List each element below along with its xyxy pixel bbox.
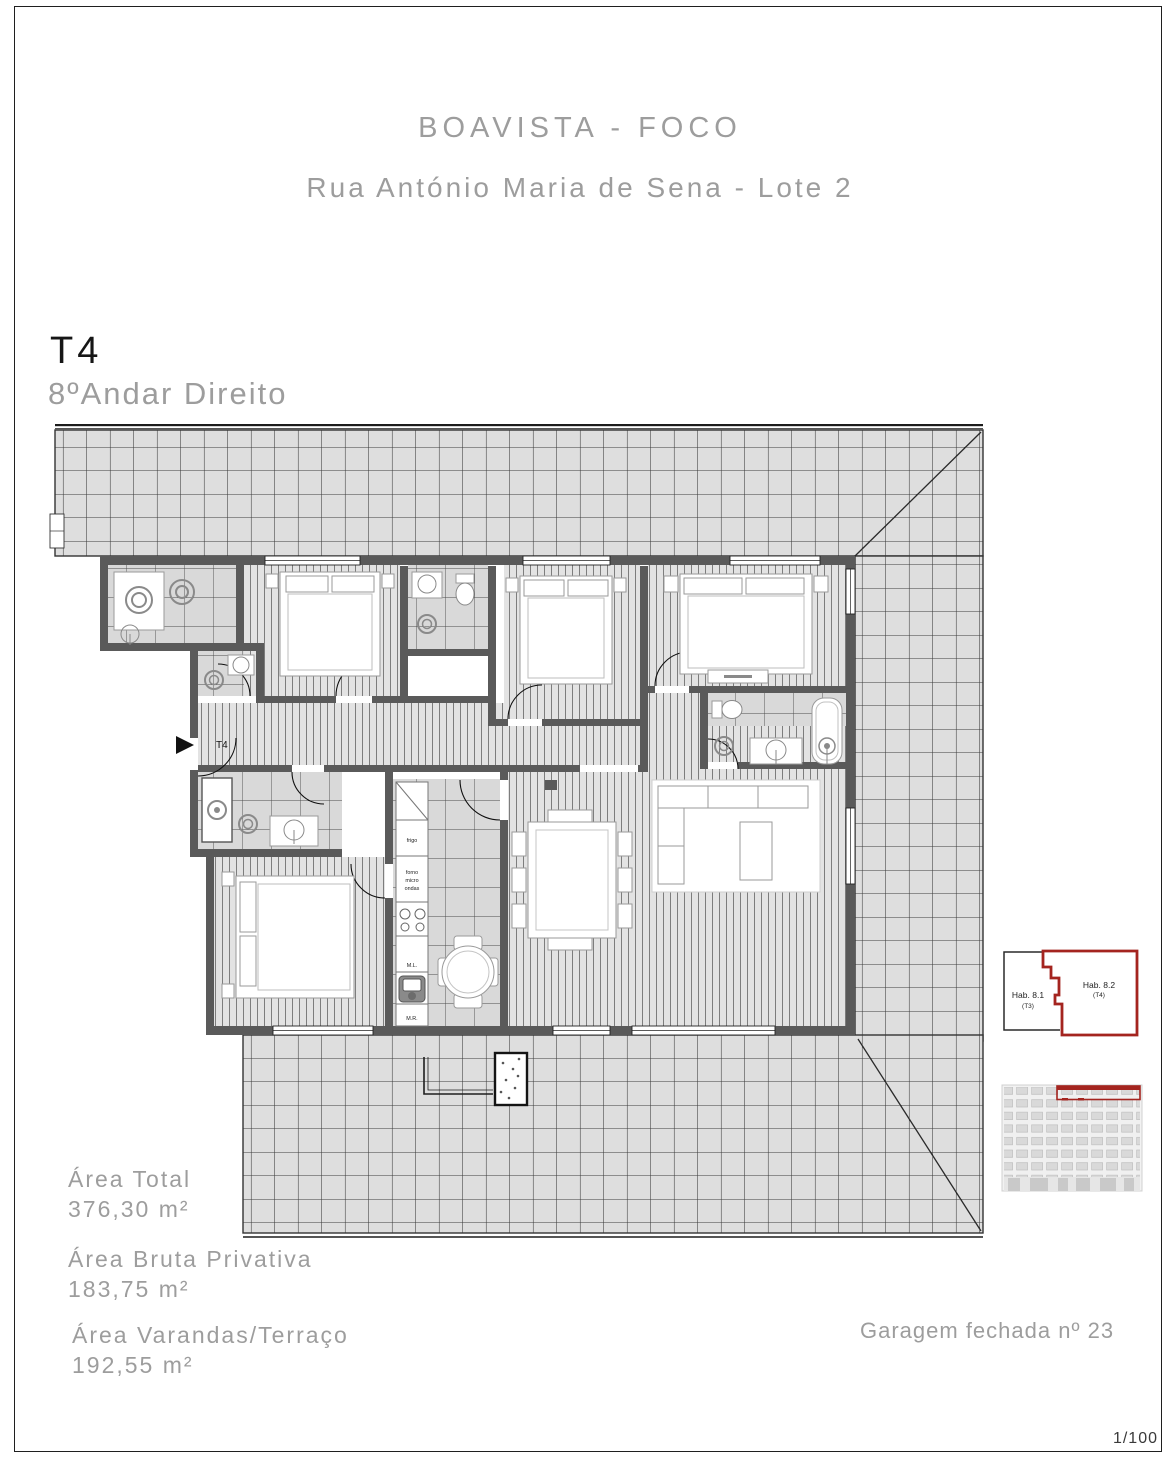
area-total-value: 376,30 m² [68,1196,190,1222]
key-plan-left-type: (T3) [1022,1003,1034,1010]
area-varandas-value: 192,55 m² [72,1352,194,1378]
key-plan-right-type: (T4) [1093,992,1105,999]
area-privativa-label: Área Bruta Privativa [68,1246,313,1272]
unit-floor-label: 8ºAndar Direito [48,376,288,411]
fridge-label: frigo [406,838,418,844]
area-varandas-label: Área Varandas/Terraço [72,1322,349,1348]
washer-label: M.L. [406,963,418,969]
garage-label: Garagem fechada nº 23 [860,1318,1115,1343]
bed-4 [222,872,354,998]
project-title: BOAVISTA - FOCO [418,112,742,144]
drawing-scale: 1/100 [1112,1430,1158,1447]
project-address: Rua António Maria de Sena - Lote 2 [306,172,854,203]
area-privativa-value: 183,75 m² [68,1276,190,1302]
bbq-grill [495,1053,527,1105]
svg-text:forno: forno [405,870,419,876]
kitchen-units [396,782,428,1026]
floor-plan-drawing [40,424,990,1246]
sofa [652,780,820,892]
bed-1 [266,572,394,676]
dryer-label: M.R. [406,1016,418,1022]
building-elevation [1000,1072,1145,1204]
unit-type-label: T4 [50,330,103,372]
key-plan-left-name: Hab. 8.1 [1011,990,1045,1000]
svg-text:ondas: ondas [404,886,420,892]
key-plan-right-name: Hab. 8.2 [1082,980,1116,990]
svg-text:micro: micro [405,878,419,884]
bed-2 [506,576,626,684]
dining-table [512,810,632,950]
key-plan [1002,942,1142,1052]
entrance-unit-label: T4 [216,740,228,751]
area-total-label: Área Total [68,1166,192,1192]
master-bed [664,574,828,683]
